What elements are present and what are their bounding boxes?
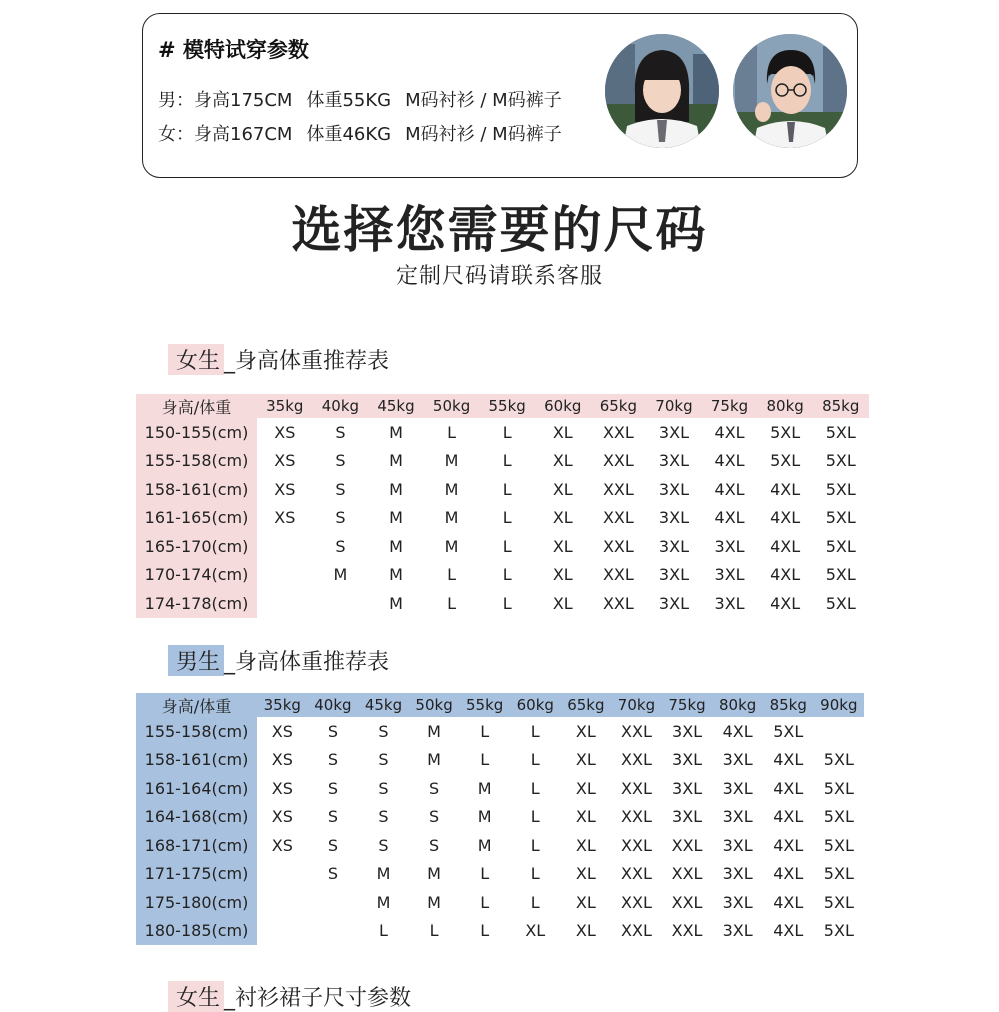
size-cell: L [530,721,540,741]
weight-column-header: 40kg [308,693,359,717]
size-cell: S [429,778,440,798]
male-size-table [136,693,864,945]
size-cell: S [335,451,346,471]
size-cell: 4XL [773,864,804,884]
size-cell: XL [575,921,596,941]
main-title: 选择您需要的尺码 [291,201,708,259]
size-cell [257,561,313,590]
size-cell: XL [575,750,596,770]
size-cell: M [444,508,459,528]
size-cell: 3XL [658,593,689,613]
size-cell: 4XL [714,479,745,499]
size-cell [257,860,308,889]
size-cell: 3XL [722,750,753,770]
size-cell: XXL [671,892,703,912]
size-cell: XS [271,750,293,770]
female-model-photo [605,34,719,148]
size-cell: 4XL [770,565,801,585]
female-weight: 体重46KG [306,124,392,145]
size-cell: 5XL [825,565,856,585]
height-range-cell: 161-164(cm) [136,774,257,803]
size-cell: 3XL [672,750,703,770]
size-cell [257,917,308,946]
size-cell: S [327,778,338,798]
female-label: 女生 [168,344,224,375]
weight-column-header: 80kg [712,693,763,717]
size-cell: XXL [602,479,634,499]
size-cell: XS [274,479,296,499]
size-cell: 5XL [823,864,854,884]
size-cell: XXL [602,565,634,585]
size-cell: XXL [621,921,652,941]
height-range-cell: 164-168(cm) [136,803,257,832]
size-cell: 5XL [770,451,801,471]
size-cell: 3XL [658,508,689,528]
weight-column-header: 75kg [702,394,758,418]
height-range-cell: 150-155(cm) [136,418,257,447]
size-cell: XL [525,921,546,941]
height-range-cell: 170-174(cm) [136,561,257,590]
size-cell: 3XL [722,807,753,827]
size-cell: S [378,721,389,741]
size-cell: M [389,593,403,613]
size-cell: L [502,593,512,613]
female-garment-title [168,981,411,1012]
height-range-cell: 158-161(cm) [136,746,257,775]
table-row [136,475,869,504]
size-cell: S [378,807,389,827]
size-cell: M [477,807,492,827]
size-cell: S [335,536,346,556]
female-size-table [136,394,869,618]
size-cell: XL [552,593,573,613]
weight-column-header: 35kg [257,394,313,418]
size-cell: XXL [621,778,652,798]
size-cell: XL [575,835,596,855]
size-cell: L [447,593,457,613]
size-cell: 4XL [773,921,804,941]
size-cell: S [327,721,338,741]
size-cell: S [327,864,338,884]
size-cell: XL [575,864,596,884]
size-cell: XL [552,536,573,556]
size-cell: 5XL [823,921,854,941]
table-row [136,717,864,746]
size-cell: 3XL [714,536,745,556]
size-cell: S [335,479,346,499]
size-cell: XXL [671,921,703,941]
size-cell: 3XL [658,451,689,471]
size-cell: L [530,807,540,827]
size-cell: 4XL [770,536,801,556]
table-row [136,917,864,946]
size-cell: 5XL [823,778,854,798]
size-cell: M [427,864,441,884]
size-cell: XXL [621,892,652,912]
size-cell: M [376,864,391,884]
size-cell: 3XL [714,565,745,585]
female-height: 女：身高167CM [158,124,293,145]
size-cell: 4XL [770,508,801,528]
size-cell: M [376,892,391,912]
height-range-cell: 175-180(cm) [136,888,257,917]
size-cell: XXL [671,835,703,855]
sub-title: 定制尺码请联系客服 [395,264,603,289]
size-cell [313,589,369,618]
weight-column-header: 65kg [591,394,647,418]
height-range-cell: 155-158(cm) [136,447,257,476]
size-cell: S [378,750,389,770]
size-cell: XXL [621,807,652,827]
male-table-suffix: _身高体重推荐表 [224,650,390,675]
size-cell: L [379,921,388,941]
female-garment-suffix: _衬衫裙子尺寸参数 [224,986,412,1011]
height-range-cell: 168-171(cm) [136,831,257,860]
size-cell: 3XL [714,593,745,613]
size-cell: M [444,451,459,471]
size-cell: L [530,750,540,770]
size-cell: XXL [671,864,703,884]
table-row [136,774,864,803]
size-cell: 5XL [770,422,801,442]
size-cell: L [530,892,540,912]
size-cell: XL [552,565,573,585]
weight-column-header: 50kg [409,693,460,717]
weight-column-header: 50kg [424,394,480,418]
table-row [136,831,864,860]
size-cell: XXL [602,451,634,471]
size-cell: S [327,807,338,827]
male-weight: 体重55KG [306,90,392,111]
size-cell: M [427,721,441,741]
size-cell: 4XL [773,750,804,770]
male-label: 男生 [168,645,224,676]
male-height: 男：身高175CM [158,90,293,111]
size-cell: M [477,778,492,798]
table-header-row [136,693,864,717]
model-info-title: # 模特试穿参数 [158,38,309,62]
size-cell: XL [575,721,596,741]
size-cell: 4XL [770,593,801,613]
weight-column-header: 55kg [459,693,510,717]
size-cell: 3XL [658,565,689,585]
size-cell: 4XL [773,778,804,798]
size-cell: XXL [621,864,652,884]
size-cell: M [444,479,459,499]
height-range-cell: 174-178(cm) [136,589,257,618]
size-cell: XXL [621,721,652,741]
size-cell: 5XL [825,593,856,613]
size-cell: XL [575,807,596,827]
size-cell: 5XL [825,451,856,471]
table-row [136,447,869,476]
size-cell: L [447,565,457,585]
size-cell: M [333,565,348,585]
table-row [136,860,864,889]
size-cell: XS [271,807,293,827]
table-row [136,803,864,832]
size-cell: XS [271,778,293,798]
weight-column-header: 65kg [561,693,612,717]
size-cell: 3XL [722,778,753,798]
weight-column-header: 85kg [763,693,814,717]
size-cell: 3XL [722,921,753,941]
size-cell: M [477,835,492,855]
size-cell: XXL [621,835,652,855]
table-row [136,888,864,917]
table-row [136,589,869,618]
corner-header: 身高/体重 [136,693,257,717]
size-cell [257,888,308,917]
table-row [136,561,869,590]
size-cell [257,532,313,561]
male-table-title [168,645,389,676]
size-cell: M [389,536,403,556]
size-cell: XS [274,422,296,442]
size-cell: 5XL [823,807,854,827]
size-cell [308,888,359,917]
size-cell: L [502,479,512,499]
size-cell: M [389,422,403,442]
size-cell: M [427,750,441,770]
weight-column-header: 55kg [479,394,535,418]
size-cell: 4XL [773,892,804,912]
size-cell: L [480,721,490,741]
size-cell: L [502,422,512,442]
size-cell: 3XL [658,479,689,499]
size-cell: L [502,451,512,471]
size-cell: S [327,750,338,770]
size-cell: XXL [602,508,634,528]
size-cell: M [389,479,403,499]
weight-column-header: 45kg [358,693,409,717]
size-cell: 4XL [714,451,745,471]
model-info-card [142,13,858,178]
size-cell: 5XL [773,721,804,741]
weight-column-header: 80kg [757,394,813,418]
size-cell: S [429,807,440,827]
size-cell: L [480,864,490,884]
size-cell: M [389,451,403,471]
size-cell: 5XL [825,422,856,442]
size-cell: XS [271,721,293,741]
female-table-suffix: _身高体重推荐表 [224,349,390,374]
size-cell: L [429,921,439,941]
size-cell: XL [552,451,573,471]
size-cell: XXL [602,593,634,613]
size-cell [257,589,313,618]
height-range-cell: 165-170(cm) [136,532,257,561]
size-cell: 3XL [672,778,703,798]
size-cell: L [530,778,540,798]
table-row [136,418,869,447]
size-cell: 3XL [722,892,753,912]
size-cell: S [378,778,389,798]
size-cell [308,917,359,946]
table-row [136,504,869,533]
female-table-title [168,344,389,375]
size-cell: 4XL [773,835,804,855]
size-cell: 5XL [823,892,854,912]
size-cell: XS [271,835,293,855]
size-cell: 3XL [658,536,689,556]
size-cell: L [447,422,457,442]
size-cell: M [444,536,459,556]
size-cell: S [335,422,346,442]
size-cell: 4XL [714,508,745,528]
size-cell: L [530,864,540,884]
size-cell: 5XL [823,750,854,770]
size-cell: XXL [602,536,634,556]
size-cell: XS [274,508,296,528]
size-cell: L [480,750,490,770]
weight-column-header: 60kg [510,693,561,717]
size-cell: M [389,508,403,528]
size-cell: XL [552,508,573,528]
height-range-cell: 171-175(cm) [136,860,257,889]
size-cell: 4XL [773,807,804,827]
height-range-cell: 161-165(cm) [136,504,257,533]
size-cell: L [502,536,512,556]
weight-column-header: 70kg [646,394,702,418]
size-cell: S [429,835,440,855]
size-cell: S [335,508,346,528]
size-cell: 5XL [825,508,856,528]
size-cell: M [389,565,403,585]
size-cell: XL [552,422,573,442]
size-cell: L [530,835,540,855]
size-cell: XL [575,892,596,912]
size-cell: L [502,508,512,528]
size-cell: 3XL [658,422,689,442]
weight-column-header: 85kg [813,394,869,418]
size-cell: 5XL [825,479,856,499]
size-cell: S [378,835,389,855]
female-model-info [158,120,576,146]
size-cell: XL [552,479,573,499]
male-sizes: M码衬衫 / M码裤子 [405,90,562,111]
size-cell: XXL [602,422,634,442]
height-range-cell: 155-158(cm) [136,717,257,746]
female-garment-label: 女生 [168,981,224,1012]
size-cell: L [502,565,512,585]
female-sizes: M码衬衫 / M码裤子 [405,124,562,145]
weight-column-header: 60kg [535,394,591,418]
size-cell: 3XL [722,835,753,855]
size-cell: L [480,921,490,941]
weight-column-header: 75kg [662,693,713,717]
size-cell: XL [575,778,596,798]
size-cell: XS [274,451,296,471]
weight-column-header: 70kg [611,693,662,717]
size-cell: 3XL [722,864,753,884]
size-cell: XXL [621,750,652,770]
table-row [136,532,869,561]
size-cell: L [480,892,490,912]
size-cell [814,717,865,746]
size-cell: 4XL [770,479,801,499]
table-header-row [136,394,869,418]
male-model-info [158,86,576,112]
corner-header: 身高/体重 [136,394,257,418]
size-cell: S [327,835,338,855]
weight-column-header: 45kg [368,394,424,418]
size-cell: 5XL [823,835,854,855]
male-model-photo [733,34,847,148]
height-range-cell: 180-185(cm) [136,917,257,946]
weight-column-header: 40kg [313,394,369,418]
size-cell: 5XL [825,536,856,556]
size-cell: 3XL [672,807,703,827]
weight-column-header: 90kg [814,693,865,717]
size-cell: 4XL [722,721,753,741]
table-row [136,746,864,775]
height-range-cell: 158-161(cm) [136,475,257,504]
size-cell: 4XL [714,422,745,442]
weight-column-header: 35kg [257,693,308,717]
size-cell: 3XL [672,721,703,741]
size-cell: M [427,892,441,912]
